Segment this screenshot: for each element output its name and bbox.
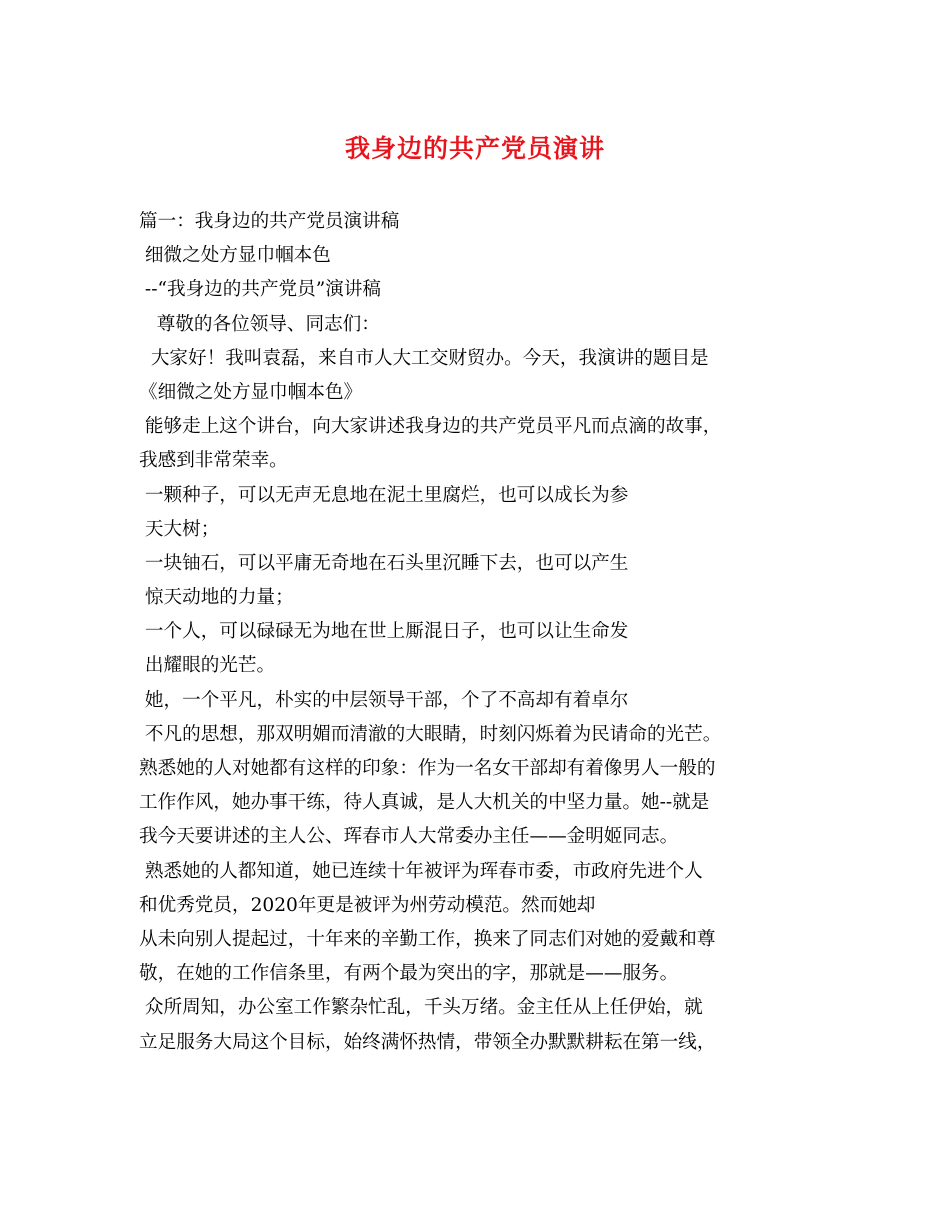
body-line: 惊天动地的力量； [139,587,294,609]
body-line: 工作作风，她办事干练，待人真诚，是人大机关的中坚力量。她--就是 [139,792,710,814]
body-line: 一颗种子，可以无声无息地在泥土里腐烂，也可以成长为参 [139,484,629,506]
body-line: 熟悉她的人都知道，她已连续十年被评为珲春市委，市政府先进个人 [139,860,703,882]
body-line: 《细微之处方显巾帼本色》 [139,381,363,403]
body-line: --“我身边的共产党员”演讲稿 [139,279,382,301]
body-line: 不凡的思想，那双明媚而清澈的大眼睛，时刻闪烁着为民请命的光芒。 [139,723,722,745]
body-line: 熟悉她的人对她都有这样的印象：作为一名女干部却有着像男人一般的 [139,758,716,779]
body-line: 和优秀党员，2020年更是被评为州劳动模范。然而她却 [139,894,596,916]
body-line: 尊敬的各位领导、同志们： [139,313,380,335]
body-line: 她，一个平凡，朴实的中层领导干部，个了不高却有着卓尔 [139,689,629,711]
body-line: 立足服务大局这个目标，始终满怀热情，带领全办默默耕耘在第一线， [139,1031,716,1053]
body-line: 能够走上这个讲台，向大家讲述我身边的共产党员平凡而点滴的故事， [139,416,722,438]
body-line: 细微之处方显巾帼本色 [139,245,331,267]
body-line: 从未向别人提起过，十年来的辛勤工作，换来了同志们对她的爱戴和尊 [139,928,716,950]
body-line: 天大树； [139,518,220,540]
body-line: 出耀眼的光芒。 [139,655,276,677]
body-line: 敬，在她的工作信条里，有两个最为突出的字，那就是——服务。 [139,963,679,985]
body-line: 我感到非常荣幸。 [139,450,288,472]
document-body [139,205,829,1060]
document-title: 我身边的共产党员演讲 [344,134,605,163]
body-line: 大家好！我叫袁磊，来自市人大工交财贸办。今天，我演讲的题目是 [139,347,709,369]
body-line: 一个人，可以碌碌无为地在世上厮混日子，也可以让生命发 [139,621,629,643]
body-line: 我今天要讲述的主人公、珲春市人大常委办主任——金明姬同志。 [139,826,679,848]
body-line: 篇一：我身边的共产党员演讲稿 [139,211,400,232]
body-line: 一块铀石，可以平庸无奇地在石头里沉睡下去，也可以产生 [139,552,629,574]
body-line: 众所周知，办公室工作繁杂忙乱，千头万绪。金主任从上任伊始，就 [139,997,703,1019]
